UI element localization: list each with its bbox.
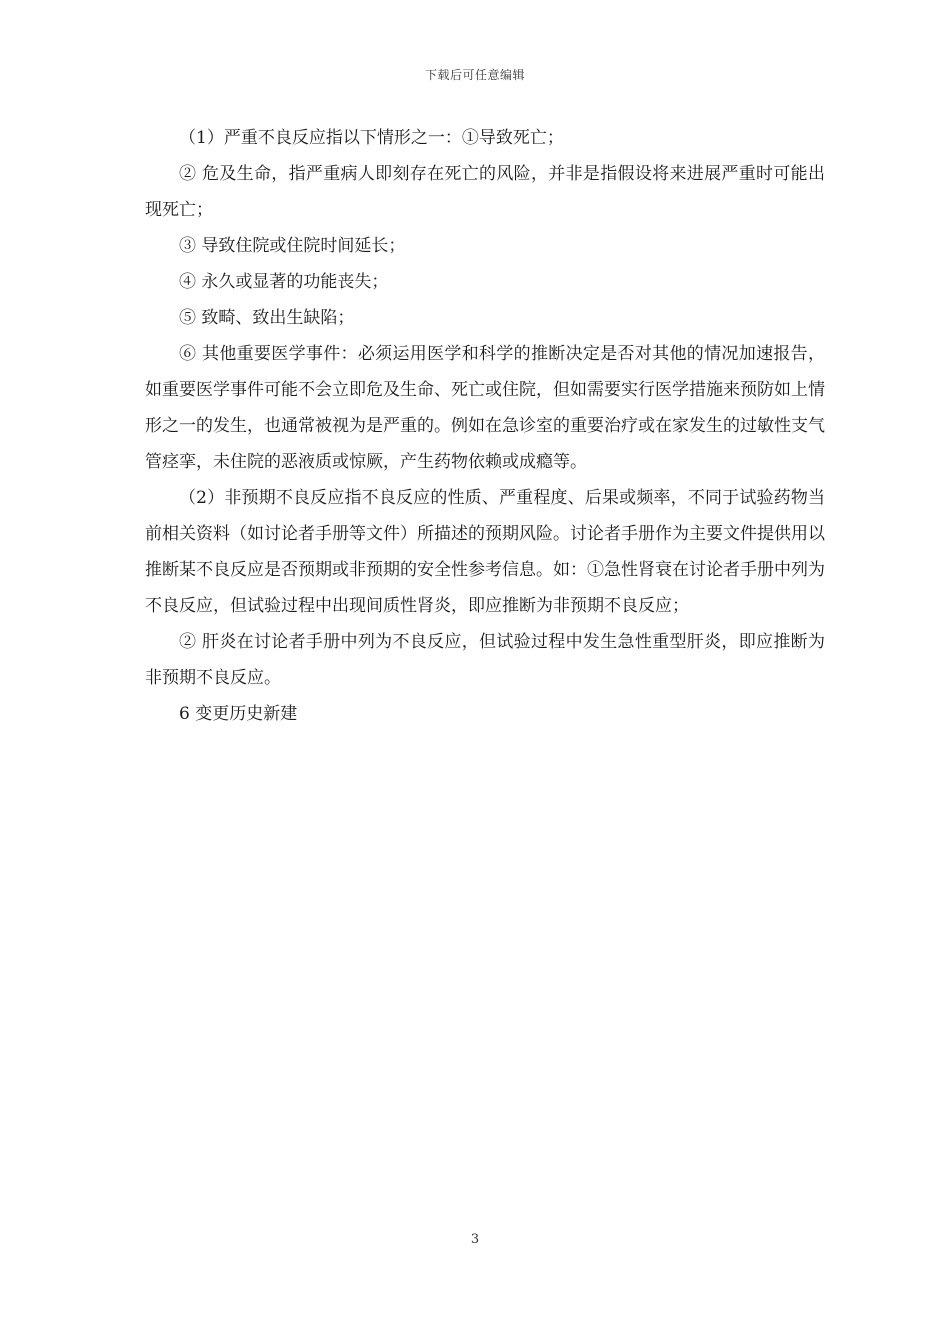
paragraph-serious-adverse-reaction: （1）严重不良反应指以下情形之一：①导致死亡； — [179, 128, 564, 148]
page-number: 3 — [470, 1232, 480, 1247]
page-header: 下载后可任意编辑 — [424, 68, 525, 82]
paragraph-hospitalization: ③ 导致住院或住院时间延长； — [179, 236, 406, 256]
section-heading-change-history: 6 变更历史新建 — [179, 704, 298, 724]
paragraph-disability: ④ 永久或显著的功能丧失； — [179, 272, 389, 292]
paragraph-hepatitis-example: ② 肝炎在讨论者手册中列为不良反应，但试验过程中发生急性重型肝炎，即应推断为非预期不良反应。 — [145, 632, 825, 688]
paragraph-other-medical-events: ⑥ 其他重要医学事件：必须运用医学和科学的推断决定是否对其他的情况加速报告，如重要医学事件可能不会立即危及生命、死亡或住院，但如需要实行医学措施来预防如上情形之一的发生，也通常被视为是严重的。例如在急诊室的重要治疗或在家发生的过敏性支气管痉挛，未住院的恶液质或惊厥，产生药物依赖或成瘾等。 — [145, 344, 825, 472]
paragraph-birth-defect: ⑤ 致畸、致出生缺陷； — [179, 308, 355, 328]
paragraph-life-threatening: ② 危及生命，指严重病人即刻存在死亡的风险，并非是指假设将来进展严重时可能出现死亡； — [145, 164, 825, 220]
paragraph-unexpected-adverse-reaction: （2）非预期不良反应指不良反应的性质、严重程度、后果或频率，不同于试验药物当前相关资料（如讨论者手册等文件）所描述的预期风险。讨论者手册作为主要文件提供用以推断某不良反应是否预期或非预期的安全性参考信息。如：①急性肾衰在讨论者手册中列为不良反应，但试验过程中出现间质性肾炎，即应推断为非预期不良反应； — [145, 488, 825, 616]
document-body — [145, 120, 825, 732]
